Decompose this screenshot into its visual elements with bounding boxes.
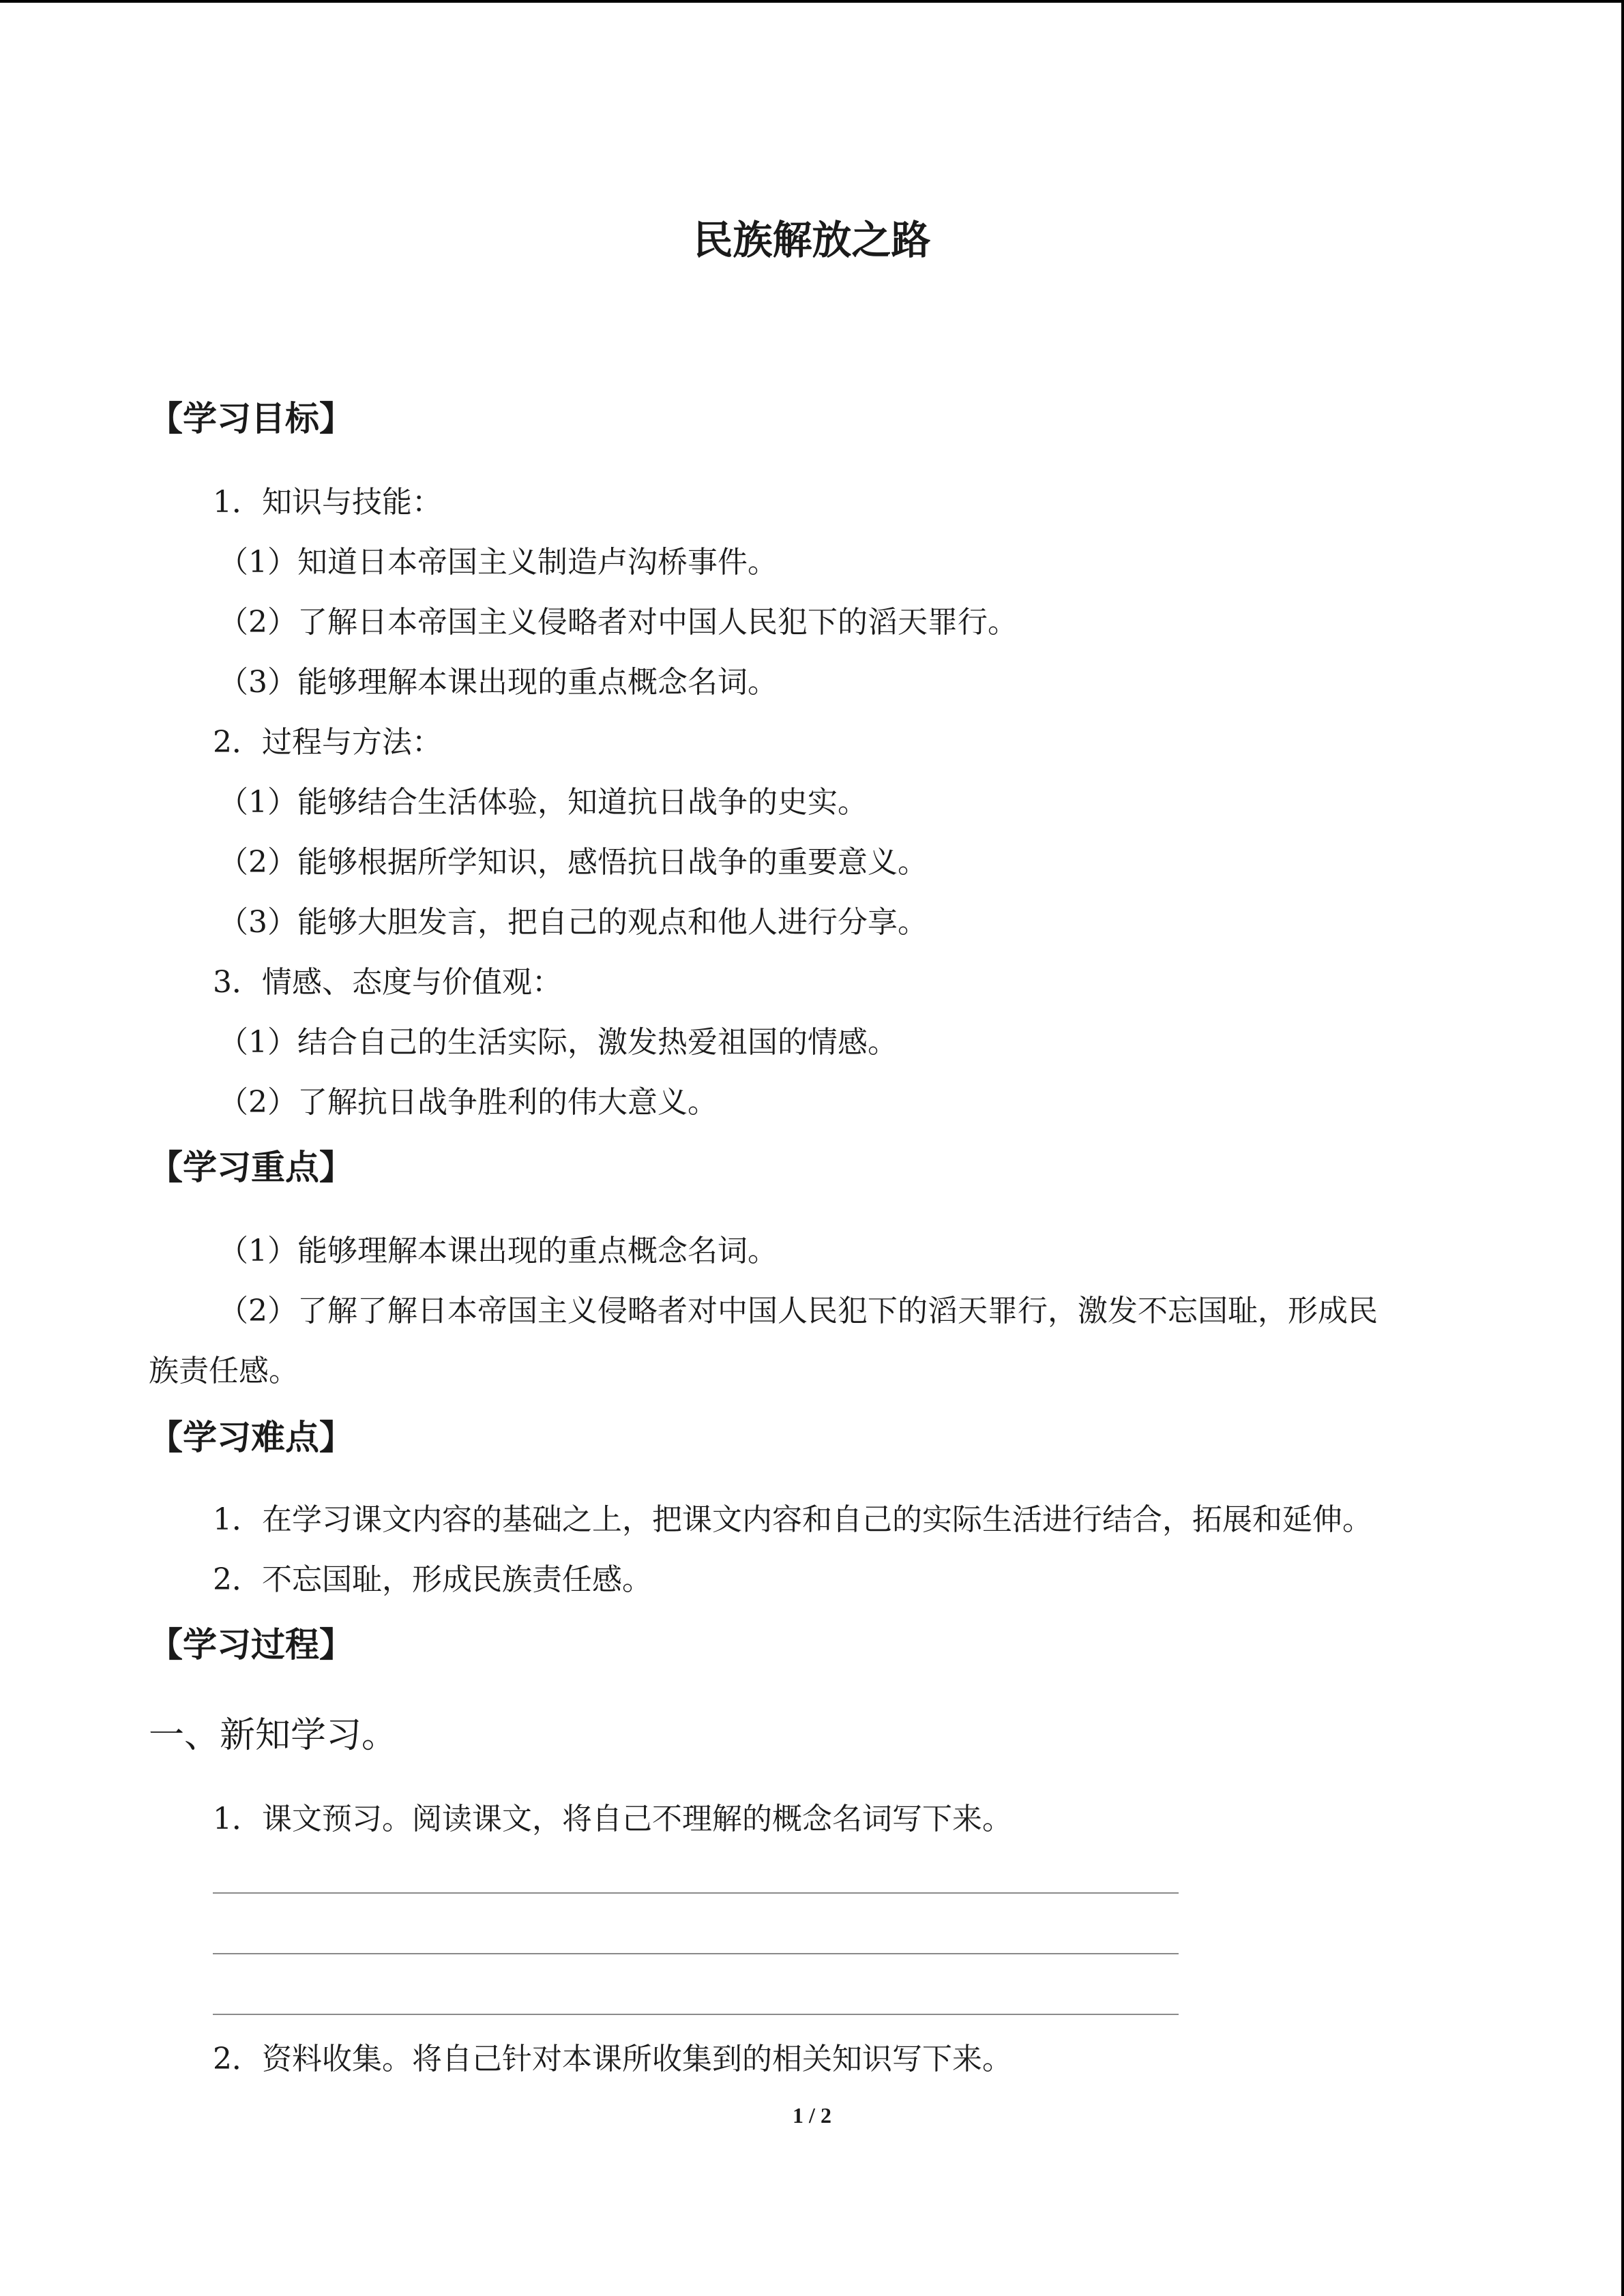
objective-line: 2．过程与方法： (213, 725, 442, 760)
objective-line: （1）结合自己的生活实际，激发热爱祖国的情感。 (218, 1025, 898, 1060)
objective-line: （3）能够大胆发言，把自己的观点和他人进行分享。 (218, 905, 928, 940)
objective-line: （2）了解日本帝国主义侵略者对中国人民犯下的滔天罪行。 (218, 605, 1018, 640)
difficulty-line: 2．不忘国耻，形成民族责任感。 (213, 1562, 652, 1597)
answer-line[interactable] (213, 1953, 1179, 1954)
page-number: 1 / 2 (793, 2103, 831, 2128)
part-one-heading: 一、新知学习。 (149, 1715, 398, 1756)
objectives-heading: 【学习目标】 (149, 399, 353, 438)
answer-line[interactable] (213, 2014, 1179, 2015)
objective-line: （2）能够根据所学知识，感悟抗日战争的重要意义。 (218, 845, 928, 880)
page-border-top (0, 0, 1624, 3)
key-point-line: （1）能够理解本课出现的重点概念名词。 (218, 1234, 778, 1268)
objective-line: （2）了解抗日战争胜利的伟大意义。 (218, 1085, 718, 1120)
task-line: 1．课文预习。阅读课文，将自己不理解的概念名词写下来。 (213, 1802, 1012, 1836)
key-point-line: 族责任感。 (149, 1354, 299, 1388)
process-heading: 【学习过程】 (149, 1625, 353, 1665)
objective-line: （1）知道日本帝国主义制造卢沟桥事件。 (218, 545, 778, 580)
objective-line: 3．情感、态度与价值观： (213, 965, 562, 1000)
objective-line: 1．知识与技能： (213, 485, 442, 520)
objective-line: （1）能够结合生活体验，知道抗日战争的史实。 (218, 785, 868, 820)
page-title: 民族解放之路 (693, 217, 931, 263)
key-point-line: （2）了解了解日本帝国主义侵略者对中国人民犯下的滔天罪行，激发不忘国耻，形成民 (218, 1294, 1378, 1328)
difficulties-heading: 【学习难点】 (149, 1418, 353, 1457)
task-line: 2．资料收集。将自己针对本课所收集到的相关知识写下来。 (213, 2042, 1012, 2076)
page-border-right (1621, 0, 1624, 2296)
difficulty-line: 1．在学习课文内容的基础之上，把课文内容和自己的实际生活进行结合，拓展和延伸。 (213, 1502, 1372, 1537)
answer-line[interactable] (213, 1892, 1179, 1894)
key-points-heading: 【学习重点】 (149, 1148, 353, 1187)
objective-line: （3）能够理解本课出现的重点概念名词。 (218, 665, 778, 700)
